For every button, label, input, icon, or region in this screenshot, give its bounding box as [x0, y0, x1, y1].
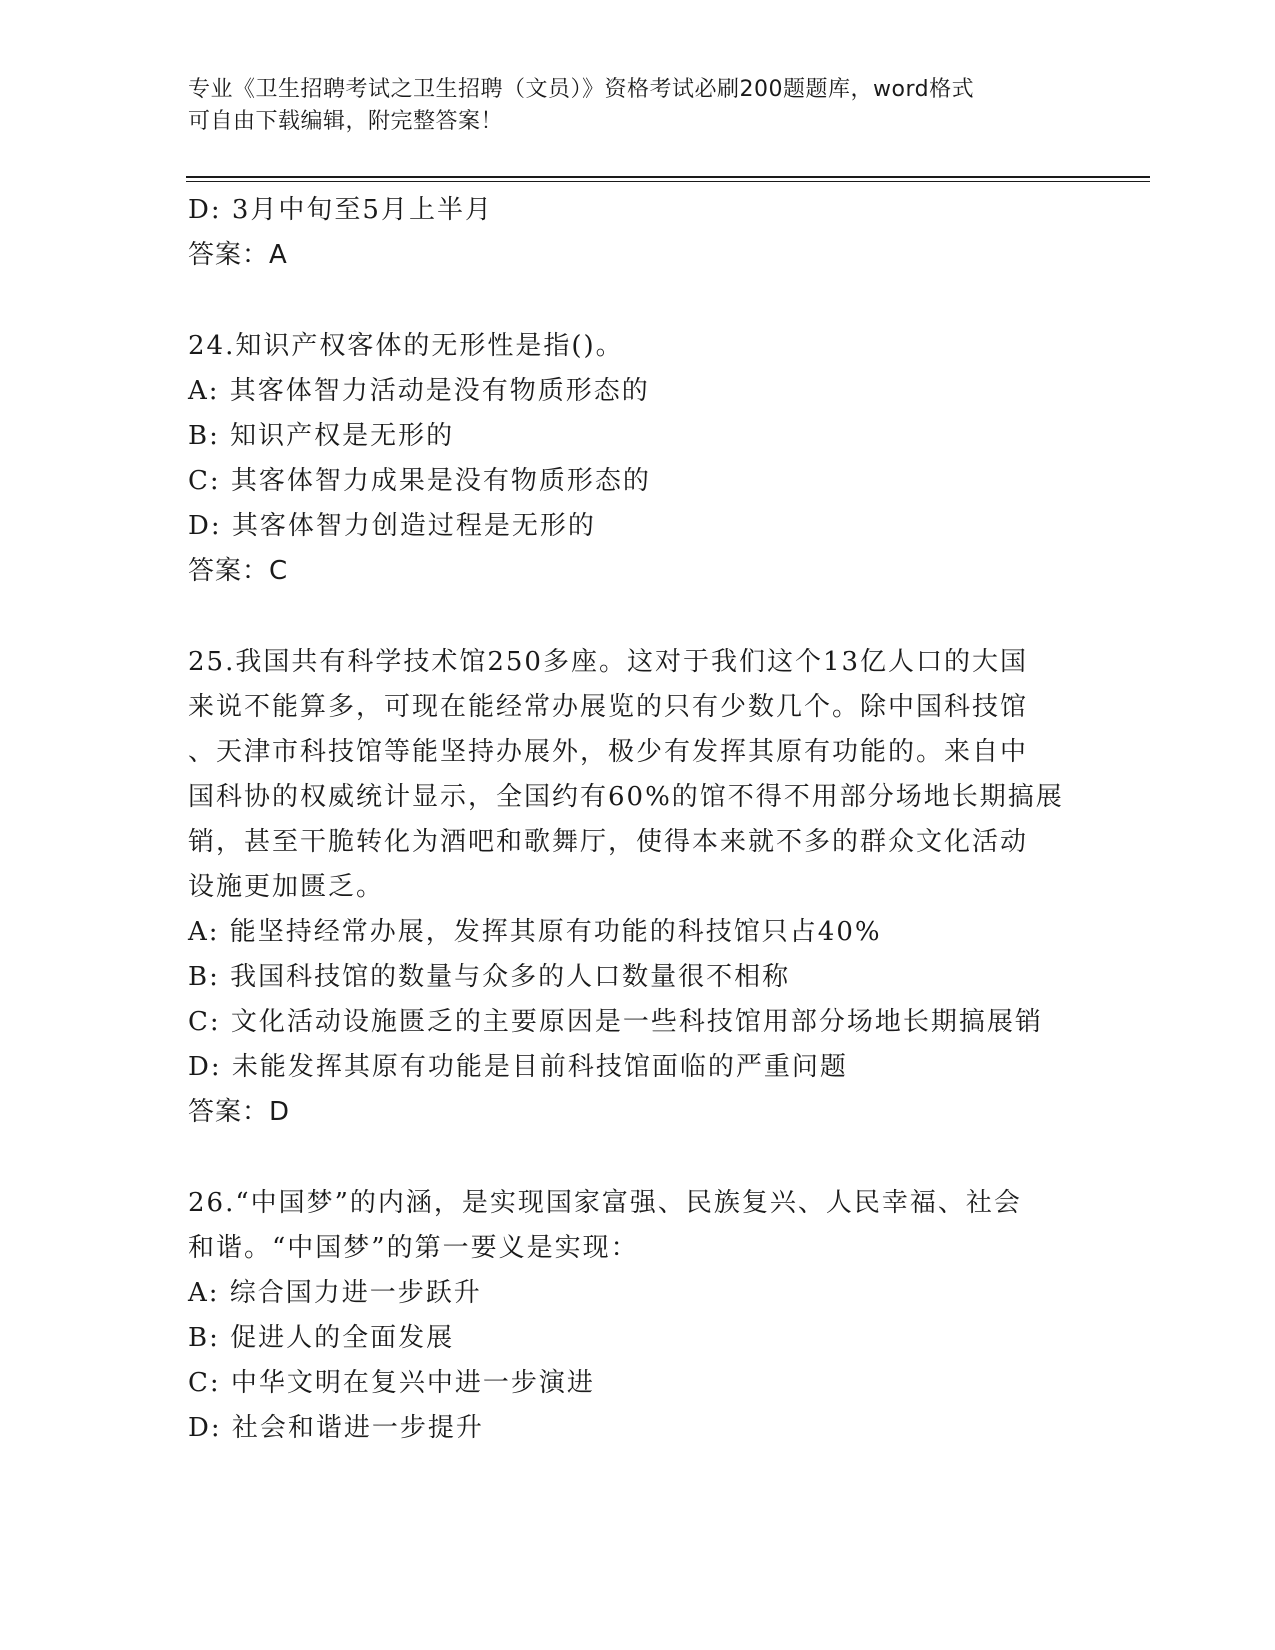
- option-d: D: 社会和谐进一步提升: [188, 1413, 484, 1443]
- answer-line: 答案：C: [188, 556, 289, 586]
- option-c: C: 中华文明在复兴中进一步演进: [188, 1368, 595, 1398]
- question-24: [188, 324, 1088, 594]
- option-b: B: 促进人的全面发展: [188, 1323, 455, 1353]
- option-c: C: 文化活动设施匮乏的主要原因是一些科技馆用部分场地长期搞展销: [188, 1007, 1043, 1037]
- question-stem: 24.知识产权客体的无形性是指()。: [188, 331, 624, 361]
- question-stem-line: 国科协的权威统计显示，全国约有60%的馆不得不用部分场地长期搞展: [188, 782, 1064, 812]
- option-a: A: 能坚持经常办展，发挥其原有功能的科技馆只占40%: [188, 917, 882, 947]
- previous-question-tail: [188, 188, 1088, 278]
- header-title-line-2: 可自由下载编辑，附完整答案！: [188, 109, 504, 134]
- header-divider-thin: [186, 181, 1150, 182]
- question-stem-line: 和谐。“中国梦”的第一要义是实现：: [188, 1233, 639, 1263]
- option-d: D: 3月中旬至5月上半月: [188, 195, 493, 225]
- question-stem-line: 、天津市科技馆等能坚持办展外，极少有发挥其原有功能的。来自中: [188, 737, 1029, 767]
- question-stem-line: 26.“中国梦”的内涵，是实现国家富强、民族复兴、人民幸福、社会: [188, 1188, 1022, 1218]
- option-d: D: 其客体智力创造过程是无形的: [188, 511, 596, 541]
- option-a: A: 其客体智力活动是没有物质形态的: [188, 376, 650, 406]
- option-c: C: 其客体智力成果是没有物质形态的: [188, 466, 651, 496]
- option-a: A: 综合国力进一步跃升: [188, 1278, 482, 1308]
- question-stem-line: 设施更加匮乏。: [188, 872, 385, 902]
- question-stem-line: 销，甚至干脆转化为酒吧和歌舞厅，使得本来就不多的群众文化活动: [188, 827, 1029, 857]
- answer-line: 答案：A: [188, 240, 288, 270]
- answer-line: 答案：D: [188, 1097, 291, 1127]
- question-stem-line: 来说不能算多，可现在能经常办展览的只有少数几个。除中国科技馆: [188, 692, 1029, 722]
- question-list: [188, 188, 1088, 1451]
- question-26: [188, 1181, 1088, 1451]
- header-divider-thick: [186, 176, 1150, 178]
- header-title-line-1: 专业《卫生招聘考试之卫生招聘（文员）》资格考试必刷200题题库，word格式: [188, 77, 975, 102]
- question-stem-line: 25.我国共有科学技术馆250多座。这对于我们这个13亿人口的大国: [188, 647, 1029, 677]
- option-d: D: 未能发挥其原有功能是目前科技馆面临的严重问题: [188, 1052, 848, 1082]
- option-b: B: 我国科技馆的数量与众多的人口数量很不相称: [188, 962, 791, 992]
- question-25: [188, 640, 1088, 1135]
- option-b: B: 知识产权是无形的: [188, 421, 455, 451]
- document-header: [188, 74, 1068, 138]
